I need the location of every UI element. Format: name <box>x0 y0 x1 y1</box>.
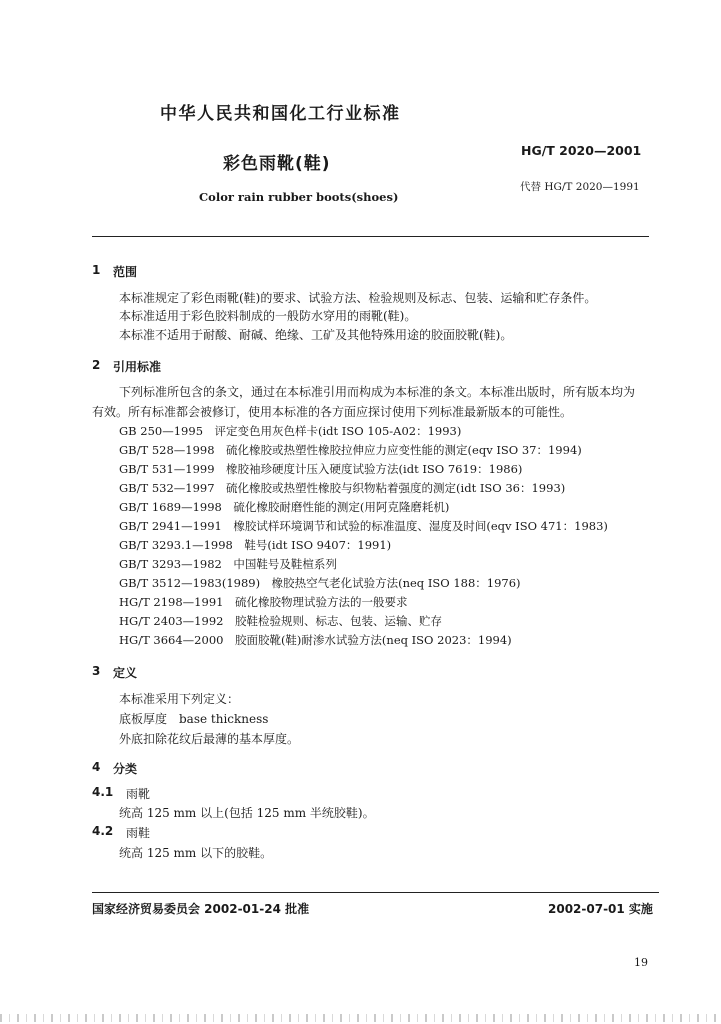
document-title-english: Color rain rubber boots(shoes) <box>199 190 399 204</box>
approval-line: 国家经济贸易委员会 2002-01-24 批准 <box>92 902 310 916</box>
document-title: 彩色雨靴(鞋) <box>223 154 331 174</box>
section-1-number: 1 <box>92 263 101 277</box>
reference-item: GB/T 532—1997 硫化橡胶或热塑性橡胶与织物粘着强度的测定(idt ISO 36：1993) <box>119 481 566 495</box>
subsection-4-2-text: 统高 125 mm 以下的胶鞋。 <box>119 846 273 860</box>
subsection-4-2-heading: 雨鞋 <box>126 826 151 840</box>
reference-item: GB/T 1689—1998 硫化橡胶耐磨性能的测定(用阿克隆磨耗机) <box>119 500 450 514</box>
reference-item: GB 250—1995 评定变色用灰色样卡(idt ISO 105-A02：1993) <box>119 424 462 438</box>
reference-item: GB/T 3512—1983(1989) 橡胶热空气老化试验方法(neq ISO 188：1976) <box>119 576 521 590</box>
section-2-heading: 引用标准 <box>113 360 162 374</box>
replaces-note: 代替 HG/T 2020—1991 <box>520 181 640 193</box>
section-3-number: 3 <box>92 664 101 678</box>
reference-item: GB/T 3293—1982 中国鞋号及鞋楦系列 <box>119 557 337 571</box>
footer-rule <box>92 892 659 893</box>
reference-item: GB/T 3293.1—1998 鞋号(idt ISO 9407：1991) <box>119 538 392 552</box>
subsection-4-1-text: 统高 125 mm 以上(包括 125 mm 半统胶鞋)。 <box>119 806 375 820</box>
reference-item: GB/T 528—1998 硫化橡胶或热塑性橡胶拉伸应力应变性能的测定(eqv ISO 37：1994) <box>119 443 582 457</box>
reference-item: HG/T 2198—1991 硫化橡胶物理试验方法的一般要求 <box>119 595 408 609</box>
subsection-4-2-number: 4.2 <box>92 824 114 838</box>
section-3-term: 底板厚度 base thickness <box>119 712 269 726</box>
reference-item: GB/T 531—1999 橡胶袖珍硬度计压入硬度试验方法(idt ISO 7619：1986) <box>119 462 523 476</box>
reference-item: GB/T 2941—1991 橡胶试样环境调节和试验的标准温度、湿度及时间(eqv ISO 471：1983) <box>119 519 608 533</box>
standard-org-title: 中华人民共和国化工行业标准 <box>160 104 401 124</box>
page-number: 19 <box>634 956 648 969</box>
section-3-heading: 定义 <box>113 666 138 680</box>
effective-date: 2002-07-01 实施 <box>548 902 653 916</box>
section-2-intro-line-1: 下列标准所包含的条文，通过在本标准引用而构成为本标准的条文。本标准出版时，所有版本均为 <box>119 385 636 399</box>
section-4-heading: 分类 <box>113 762 138 776</box>
subsection-4-1-heading: 雨靴 <box>126 787 151 801</box>
section-1-heading: 范围 <box>113 265 138 279</box>
section-1-para-3: 本标准不适用于耐酸、耐碱、绝缘、工矿及其他特殊用途的胶面胶靴(鞋)。 <box>119 328 513 342</box>
header-rule <box>92 236 649 237</box>
section-3-intro: 本标准采用下列定义： <box>119 692 240 706</box>
section-2-intro-line-2: 有效。所有标准都会被修订，使用本标准的各方面应探讨使用下列标准最新版本的可能性。 <box>92 405 573 419</box>
section-3-definition: 外底扣除花纹后最薄的基本厚度。 <box>119 732 300 746</box>
section-2-number: 2 <box>92 358 101 372</box>
reference-item: HG/T 2403—1992 胶鞋检验规则、标志、包装、运输、贮存 <box>119 614 442 628</box>
reference-item: HG/T 3664—2000 胶面胶靴(鞋)耐渗水试验方法(neq ISO 2023：1994) <box>119 633 512 647</box>
section-1-para-1: 本标准规定了彩色雨靴(鞋)的要求、试验方法、检验规则及标志、包装、运输和贮存条件。 <box>119 291 597 305</box>
subsection-4-1-number: 4.1 <box>92 785 114 799</box>
standard-code: HG/T 2020—2001 <box>521 143 642 158</box>
scan-noise-strip <box>0 1014 721 1022</box>
section-4-number: 4 <box>92 760 101 774</box>
section-1-para-2: 本标准适用于彩色胶料制成的一般防水穿用的雨靴(鞋)。 <box>119 309 417 323</box>
